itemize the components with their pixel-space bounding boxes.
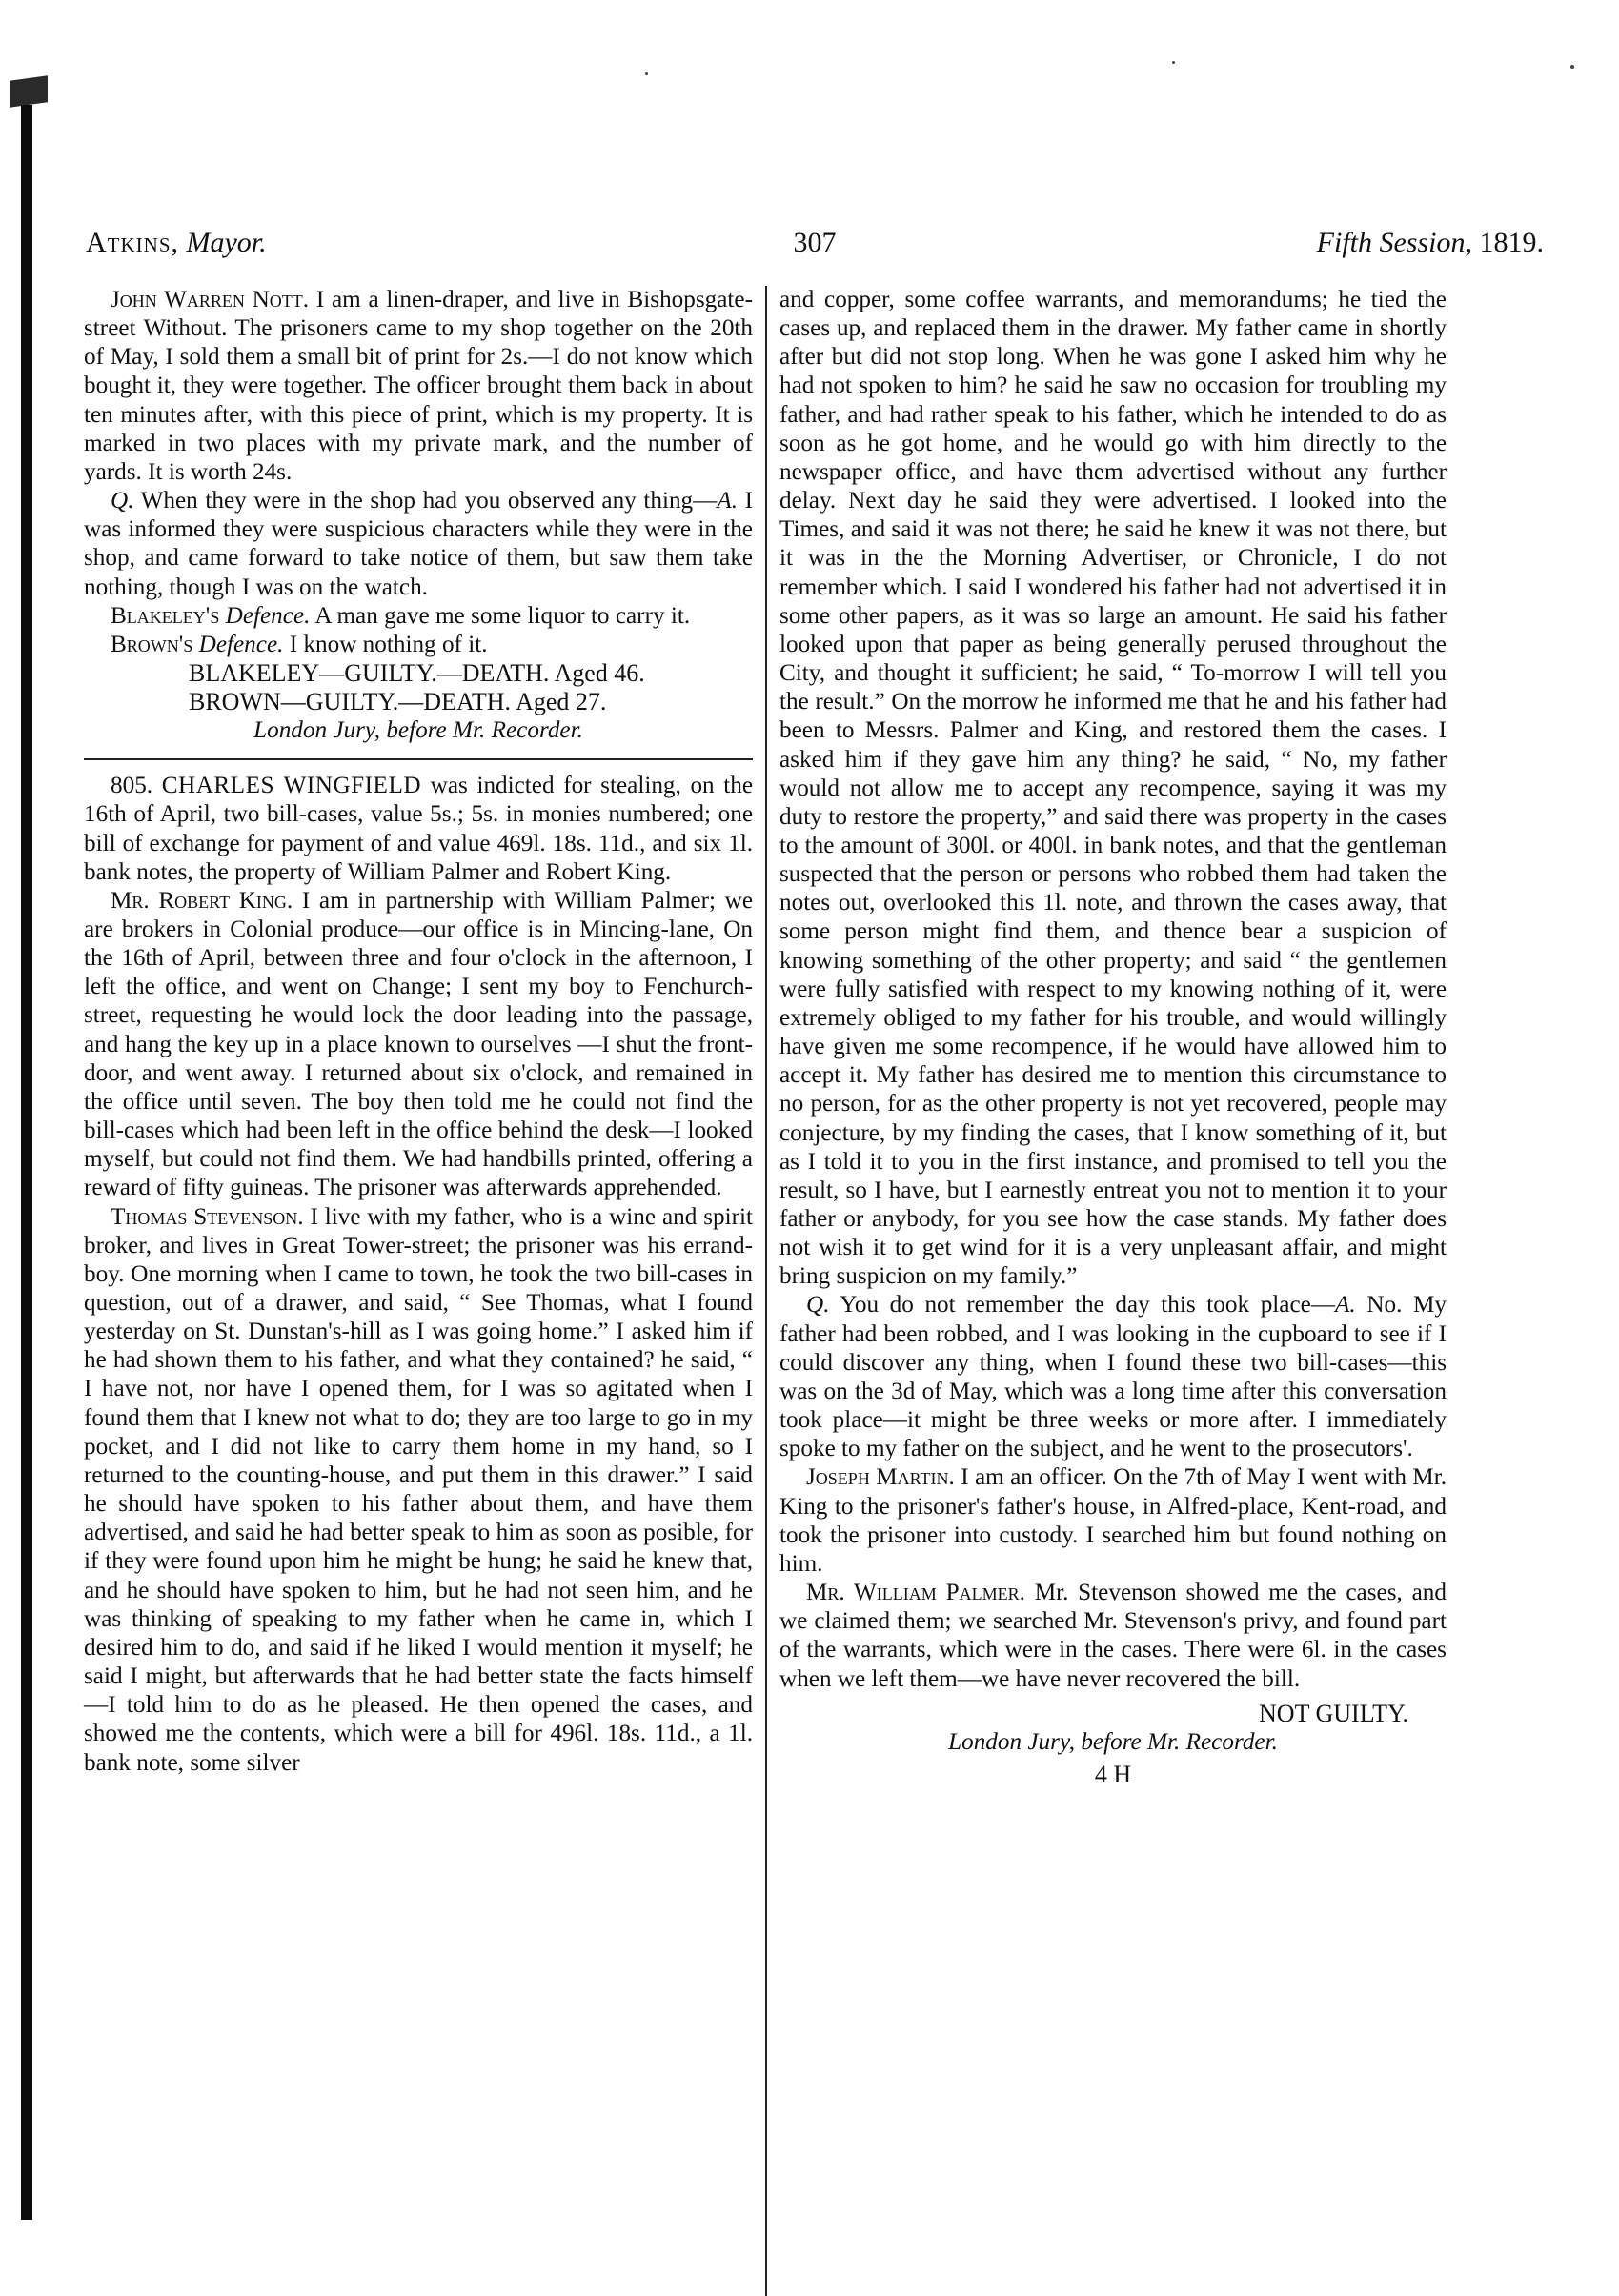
ink-speck — [1172, 61, 1175, 64]
verdict-brown: BROWN—GUILTY.—DEATH. Aged 27. — [189, 688, 607, 716]
signature-mark: 4 H — [1094, 1760, 1132, 1788]
session-year: 1819. — [1479, 227, 1544, 258]
mayor-name: Atkins, — [86, 227, 179, 258]
testimony-text: I am a linen-draper, and live in Bishopsgate-street Without. The prisoners came to my shop together on the 20th of May, I sold them a small bit of print for 2s.—I do not know which bought it, they were together. The officer brought them back in about ten minutes after, with this piece of print, which is my property. It is marked in two places with my private mark, and the number of yards. It is worth 24s. — [84, 287, 753, 485]
defendant-name: Blakeley's — [111, 602, 220, 629]
testimony-text: I live with my father, who is a wine and spirit broker, and lives in Great Tower-street; the prisoner was his errand-boy. One morning when I came to town, he took the two bill-cases in question, out of a drawer, and said, “ See Thomas, what I found yesterday on St. Dunstan's-hill as I was going home.” I asked him if he had shown them to his father, and what they contained? he said, “ I have not, nor have I opened them, for I was so agitated when I found them that I knew not what to do; they are too large to go in my pocket, and I did not like to carry them home in my hand, so I returned to the counting-house, and put them in this drawer.” I said he should have spoken to his father about them, and have them advertised, and said he had better speak to him as soon as posible, for if they were found upon him he might be hung; he said he knew that, and he should have spoken to him, but he had not seen him, and he was thinking of speaking to my father when he came in, which I desired him to do, and said if he liked I would mention it myself; he said I might, but afterwards that he had better state the facts himself—I told him to do as he pleased. He then opened the cases, and showed me the contents, which were a bill for 496l. 18s. 11d., a 1l. bank note, some silver — [84, 1203, 753, 1776]
testimony-text: Mr. Stevenson showed me the cases, and we claimed them; we searched Mr. Stevenson's privy, and found part of the warrants, which were in the cases. There were 6l. in the cases when we left them—we have never recovered the bill. — [779, 1580, 1447, 1692]
witness-name: Joseph Martin. — [806, 1464, 955, 1491]
page-header — [86, 227, 1544, 274]
witness-name: Mr. William Palmer. — [806, 1580, 1025, 1606]
right-column — [779, 286, 1447, 1789]
defence-label: Defence. — [225, 602, 311, 629]
testimony-stevenson — [84, 1203, 753, 1778]
header-session — [1317, 227, 1544, 259]
q-marker: Q. — [111, 488, 134, 514]
defence-blakeley — [84, 602, 753, 631]
case-number: 805. — [111, 773, 153, 799]
page-number: 307 — [793, 227, 837, 258]
testimony-martin — [779, 1463, 1447, 1579]
left-column — [84, 286, 753, 1778]
q-marker: Q. — [806, 1292, 830, 1319]
ink-speck — [645, 72, 648, 75]
indictment-text: was indicted for stealing, on the 16th of April, two bill-cases, value 5s.; 5s. in monies numbered; one bill of exchange for payment of and value 469l. 18s. 11d., and six 1l. bank notes, the property of William Palmer and Robert King. — [84, 773, 754, 885]
a-marker: A. — [1335, 1292, 1356, 1319]
a-marker: A. — [717, 488, 739, 514]
defence-text: A man gave me some liquor to carry it. — [314, 602, 691, 629]
defence-brown — [84, 631, 753, 659]
testimony-king — [84, 887, 753, 1203]
witness-name: John Warren Nott. — [111, 287, 310, 312]
session-label: Fifth Session, — [1316, 227, 1472, 258]
witness-name: Mr. Robert King. — [111, 887, 293, 914]
defendant-name: Brown's — [111, 631, 193, 657]
witness-name: Thomas Stevenson. — [111, 1203, 304, 1230]
testimony-text: I am an officer. On the 7th of May I went with Mr. King to the prisoner's father's house, in Alfred-place, Kent-road, and took the prisoner into custody. I searched him but found nothing on him. — [779, 1464, 1447, 1577]
testimony-text: I am in partnership with William Palmer; we are brokers in Colonial produce—our office is in Mincing-lane, On the 16th of April, between three and four o'clock in the afternoon, I left the office, and went on Change; I sent my boy to Fenchurch-street, requesting he would lock the door leading into the passage, and hang the key up in a place known to ourselves —I shut the front-door, and went away. I returned about six o'clock, and remained in the office until seven. The boy then told me he could not find the bill-cases which had been left in the office behind the desk—I looked myself, but could not find them. We had handbills printed, offering a reward of fifty guineas. The prisoner was afterwards apprehended. — [84, 887, 754, 1201]
defence-label: Defence. — [198, 631, 284, 657]
answer-text: I was informed they were suspicious characters while they were in the shop, and came forward to take notice of them, but saw them take nothing, though I was on the watch. — [84, 488, 754, 600]
section-rule — [84, 758, 753, 760]
question-answer — [779, 1291, 1447, 1463]
jury-note: London Jury, before Mr. Recorder. — [253, 717, 583, 744]
ink-speck — [1570, 65, 1574, 69]
prisoner-name: CHARLES WINGFIELD — [161, 773, 422, 799]
binding-mark — [10, 75, 48, 108]
verdict-blakeley: BLAKELEY—GUILTY.—DEATH. Aged 46. — [189, 659, 645, 688]
defence-text: I know nothing of it. — [289, 631, 488, 657]
verdict-not-guilty: NOT GUILTY. — [1259, 1699, 1408, 1727]
jury-note: London Jury, before Mr. Recorder. — [948, 1728, 1278, 1755]
testimony-continued: and copper, some coffee warrants, and memorandums; he tied the cases up, and replaced them in the drawer. My father came in shortly after but did not stop long. When he was gone I asked him why he had not spoken to him? he said he saw no occasion for troubling my father, and had rather speak to his father, which he intended to do as soon as he got home, and he would go with him directly to the newspaper office, and have them advertised without any further delay. Next day he said they were advertised. I looked into the Times, and said it was not there; he said he knew it was not there, but it was in the the Morning Advertiser, or Chronicle, I do not remember which. I said I wondered his father had not advertised it in some other papers, as it was so large an amount. He said his father looked upon that paper as being generally perused throughout the City, and thought it sufficient; he said, “ To-morrow I will tell you the result.” On the morrow he informed me that he and his father had been to Messrs. Palmer and King, and restored them the cases. I asked him if they gave him any thing? he said, “ No, my father would not allow me to accept any recompence, saying it was my duty to restore the property,” and said there was property in the cases to the amount of 300l. or 400l. in bank notes, and that the gentleman suspected that the person or persons who robbed them had taken the notes out, overlooked this 1l. note, and thrown the cases away, that some person might find them, and thence bear a suspicion of knowing something of the other property; and said “ the gentlemen were fully satisfied with respect to my knowing nothing of it, were extremely obliged to my father for his trouble, and would willingly have given me some recompence, if he would have allowed him to accept it. My father has desired me to mention this circumstance to no person, for as the other property is not yet recovered, people may conjecture, by my finding the cases, that I know something of it, but as I told it to you in the first instance, and promised to tell you the result, so I have, but I earnestly entreat you not to mention it to your father or anybody, for you see how the case stands. My father does not wish it to get wind for it is a very unpleasant affair, and might bring suspicion on my family.” — [779, 287, 1447, 1290]
column-divider — [765, 286, 767, 2296]
question-text: You do not remember the day this took place— — [840, 1292, 1336, 1319]
testimony-nott — [84, 286, 753, 487]
testimony-palmer — [779, 1579, 1447, 1694]
case-heading — [84, 772, 753, 887]
answer-text: No. My father had been robbed, and I was looking in the cupboard to see if I could discover any thing, when I found these two bill-cases—this was on the 3d of May, which was a long time after this conversation took place—it might be three weeks or more after. I immediately spoke to my father on the subject, and he went to the prosecutors'. — [779, 1292, 1447, 1462]
binding-edge — [21, 105, 32, 2220]
question-answer — [84, 487, 753, 602]
mayor-title: Mayor. — [186, 227, 267, 258]
question-text: When they were in the shop had you observed any thing— — [140, 488, 718, 514]
